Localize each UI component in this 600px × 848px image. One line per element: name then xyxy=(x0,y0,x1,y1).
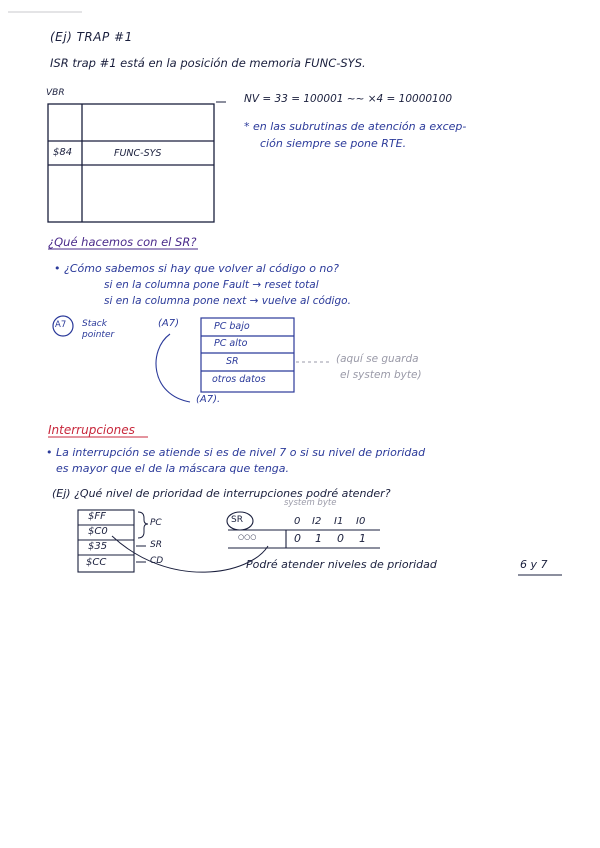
vbr-label: VBR xyxy=(46,88,65,98)
system-byte-note-line2: el system byte) xyxy=(340,369,422,381)
rte-note-line2: ción siempre se pone RTE. xyxy=(260,137,407,150)
sr-circle-label: SR xyxy=(231,515,243,525)
bit-value-0: 0 xyxy=(294,532,301,545)
stack-row-sr: SR xyxy=(226,356,239,367)
answer-prefix: Podré atender niveles de prioridad xyxy=(246,558,437,571)
system-byte-label: system byte xyxy=(284,498,337,508)
int-rule-line2: es mayor que el de la máscara que tenga. xyxy=(56,462,290,475)
stack-pointer-label: Stack pointer xyxy=(82,319,115,340)
int-label-pc: PC xyxy=(150,518,162,528)
answer-value: 6 y 7 xyxy=(520,558,548,571)
a7-bottom-label: (A7). xyxy=(196,394,221,405)
bit-header-i2: I2 xyxy=(312,516,322,527)
vector-table-drawing xyxy=(48,104,214,222)
vector-number-calc: NV = 33 = 100001 ~~ ×4 = 10000100 xyxy=(244,93,453,105)
stack-row-pc-high: PC alto xyxy=(214,338,248,349)
bit-value-i1: 0 xyxy=(337,532,344,545)
bit-header-i1: I1 xyxy=(334,516,344,527)
rte-note-line1: * en las subrutinas de atención a excep- xyxy=(244,120,467,133)
sr-curve-arrow xyxy=(112,536,268,572)
trap-title: (Ej) TRAP #1 xyxy=(50,30,133,44)
vector-value: FUNC-SYS xyxy=(114,148,162,159)
a7-circle-label: A7 xyxy=(55,320,67,330)
pc-brace xyxy=(138,512,148,538)
a7-top-label: (A7) xyxy=(158,318,180,329)
sr-title: ¿Qué hacemos con el SR? xyxy=(48,235,197,249)
bit-value-i2: 1 xyxy=(315,532,322,545)
sr-question: • ¿Cómo sabemos si hay que volver al código o no? xyxy=(54,262,339,275)
sr-case-next: si en la columna pone next → vuelve al código. xyxy=(104,295,351,307)
int-example-question: (Ej) ¿Qué nivel de prioridad de interrupciones podré atender? xyxy=(52,487,391,500)
a7-curve-arrow xyxy=(156,334,190,402)
stack-row-pc-low: PC bajo xyxy=(214,321,250,332)
int-title: Interrupciones xyxy=(48,423,135,437)
system-byte-note-line1: (aquí se guarda xyxy=(336,353,419,365)
int-stack-ff: $FF xyxy=(88,511,106,522)
int-label-cd: CD xyxy=(150,556,164,566)
bit-value-i0: 1 xyxy=(359,532,366,545)
bit-header-0: 0 xyxy=(294,516,301,527)
trap-statement: ISR trap #1 está en la posición de memoria FUNC-SYS. xyxy=(50,56,366,70)
bit-header-i0: I0 xyxy=(356,516,366,527)
int-rule-line1: • La interrupción se atiende si es de nivel 7 o si su nivel de prioridad xyxy=(46,446,426,459)
sr-case-fault: si en la columna pone Fault → reset total xyxy=(104,279,319,291)
vector-address: $84 xyxy=(53,147,73,158)
stack-row-other: otros datos xyxy=(212,374,266,385)
int-stack-c0: $C0 xyxy=(88,526,108,537)
sr-high-bits-dots: ○○○ xyxy=(238,533,257,541)
int-stack-35: $35 xyxy=(88,541,108,552)
int-label-sr: SR xyxy=(150,540,162,550)
int-stack-cc: $CC xyxy=(86,557,107,568)
